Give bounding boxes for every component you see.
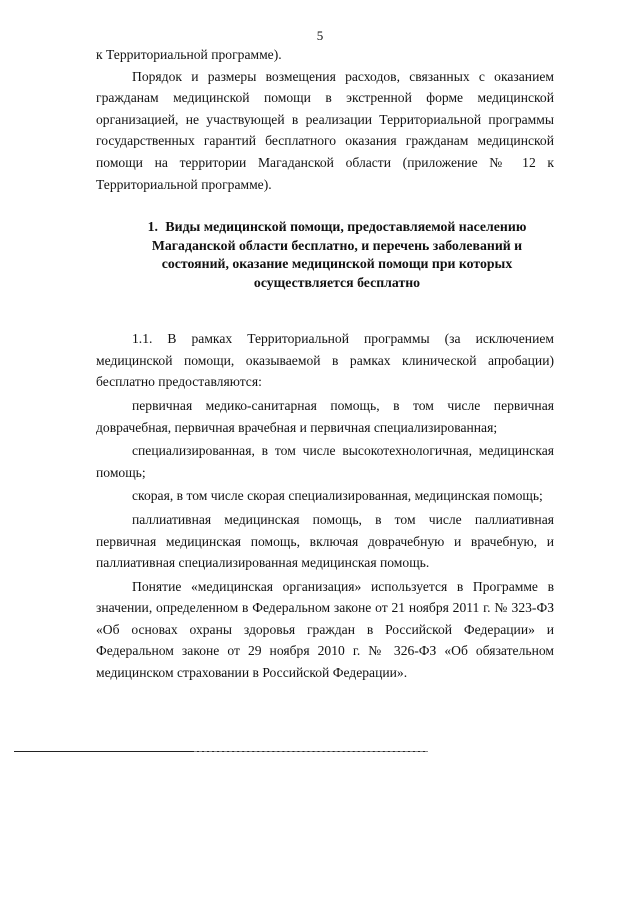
paragraph-definition: Понятие «медицинская организация» используется в Программе в значении, определенном в Федеральном законе от 21 ноября 2011 г. № 323-ФЗ «Об основах охраны здоровья граждан в Российской Федерации» и Федеральном законе от 29 ноября 2010 г. № 326-ФЗ «Об обязательном медицинском страховании в Российской Федерации».	[96, 578, 554, 681]
section-heading	[96, 218, 554, 292]
paragraph-palliative-care: паллиативная медицинская помощь, в том числе паллиативная первичная медицинская помощь, включая доврачебную и врачебную, и паллиативная специализированная медицинская помощь.	[96, 511, 554, 571]
paragraph-specialized-care: специализированная, в том числе высокотехнологичная, медицинская помощь;	[96, 443, 554, 480]
paragraph-emergency-care: скорая, в том числе скорая специализированная, медицинская помощь;	[132, 488, 543, 504]
document-body	[96, 44, 554, 684]
section-number: 1.	[147, 219, 158, 235]
paragraph-continuation: к Территориальной программе).	[96, 47, 282, 62]
paragraph-1-1: 1.1. В рамках Территориальной программы (за исключением медицинской помощи, оказываемой в рамках клинической апробации) бесплатно предоставляются:	[96, 331, 554, 390]
paragraph-primary-care: первичная медико-санитарная помощь, в том числе первичная доврачебная, первичная врачебная и первичная специализированная;	[96, 397, 554, 435]
section-title: Виды медицинской помощи, предоставляемой населению Магаданской области бесплатно, и перечень заболеваний и состояний, оказание медицинской помощи при которых осуществляется бесплатно	[151, 219, 527, 290]
paragraph-reimbursement: Порядок и размеры возмещения расходов, связанных с оказанием гражданам медицинской помощи в экстренной форме медицинской организацией, не участвующей в реализации Территориальной программы государственных гарантий бесплатного оказания гражданам медицинской помощи на территории Магаданской области (приложение № 12 к Территориальной программе).	[96, 68, 554, 192]
page-number: 5	[316, 28, 324, 43]
footnote-separator	[14, 751, 428, 752]
